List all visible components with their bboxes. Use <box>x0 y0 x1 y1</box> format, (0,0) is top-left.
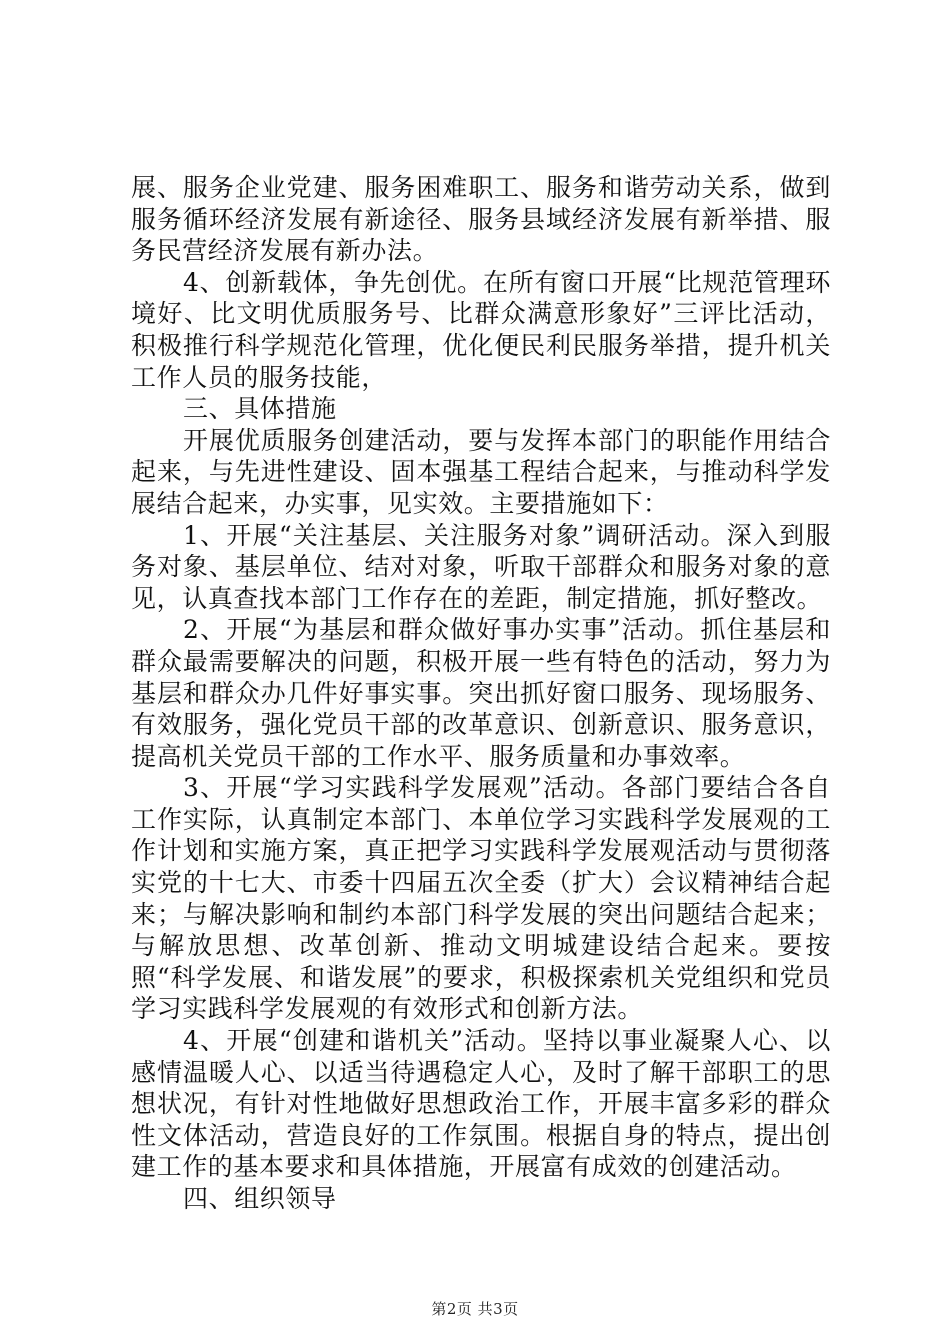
paragraph-measure-2: 2、开展“为基层和群众做好事办实事”活动。抓住基层和群众最需要解决的问题，积极开展一些有特色的活动，努力为基层和群众办几件好事实事。突出抓好窗口服务、现场服务、有效服务，强化党员干部的改革意识、创新意识、服务意识，提高机关党员干部的工作水平、服务质量和办事效率。 <box>131 615 831 771</box>
paragraph-measures-intro: 开展优质服务创建活动，要与发挥本部门的职能作用结合起来，与先进性建设、固本强基工程结合起来，与推动科学发展结合起来，办实事，见实效。主要措施如下： <box>131 425 831 518</box>
paragraph-measure-4: 4、开展“创建和谐机关”活动。坚持以事业凝聚人心、以感情温暖人心、以适当待遇稳定人心，及时了解干部职工的思想状况，有针对性地做好思想政治工作，开展丰富多彩的群众性文体活动，营造良好的工作氛围。根据自身的特点，提出创建工作的基本要求和具体措施，开展富有成效的创建活动。 <box>131 1026 831 1182</box>
section-heading-specific-measures: 三、具体措施 <box>183 394 337 424</box>
paragraph-continuation: 展、服务企业党建、服务困难职工、服务和谐劳动关系，做到服务循环经济发展有新途径、服务县域经济发展有新举措、服务民营经济发展有新办法。 <box>131 173 831 266</box>
paragraph-innovation-carrier: 4、创新载体，争先创优。在所有窗口开展“比规范管理环境好、比文明优质服务号、比群众满意形象好”三评比活动，积极推行科学规范化管理，优化便民利民服务举措，提升机关工作人员的服务技能， <box>131 267 831 392</box>
paragraph-measure-1: 1、开展“关注基层、关注服务对象”调研活动。深入到服务对象、基层单位、结对对象，听取干部群众和服务对象的意见，认真查找本部门工作存在的差距，制定措施，抓好整改。 <box>131 520 831 613</box>
section-heading-organization-leadership: 四、组织领导 <box>183 1184 337 1213</box>
page-number: 第2页 共3页 <box>431 1300 519 1318</box>
paragraph-measure-3: 3、开展“学习实践科学发展观”活动。各部门要结合各自工作实际，认真制定本部门、本单位学习实践科学发展观的工作计划和实施方案，真正把学习实践科学发展观活动与贯彻落实党的十七大、市委十四届五次全委（扩大）会议精神结合起来；与解决影响和制约本部门科学发展的突出问题结合起来；与解放思想、改革创新、推动文明城建设结合起来。要按照“科学发展、和谐发展”的要求，积极探索机关党组织和党员学习实践科学发展观的有效形式和创新方法。 <box>131 773 831 1024</box>
document-body <box>131 172 831 1215</box>
